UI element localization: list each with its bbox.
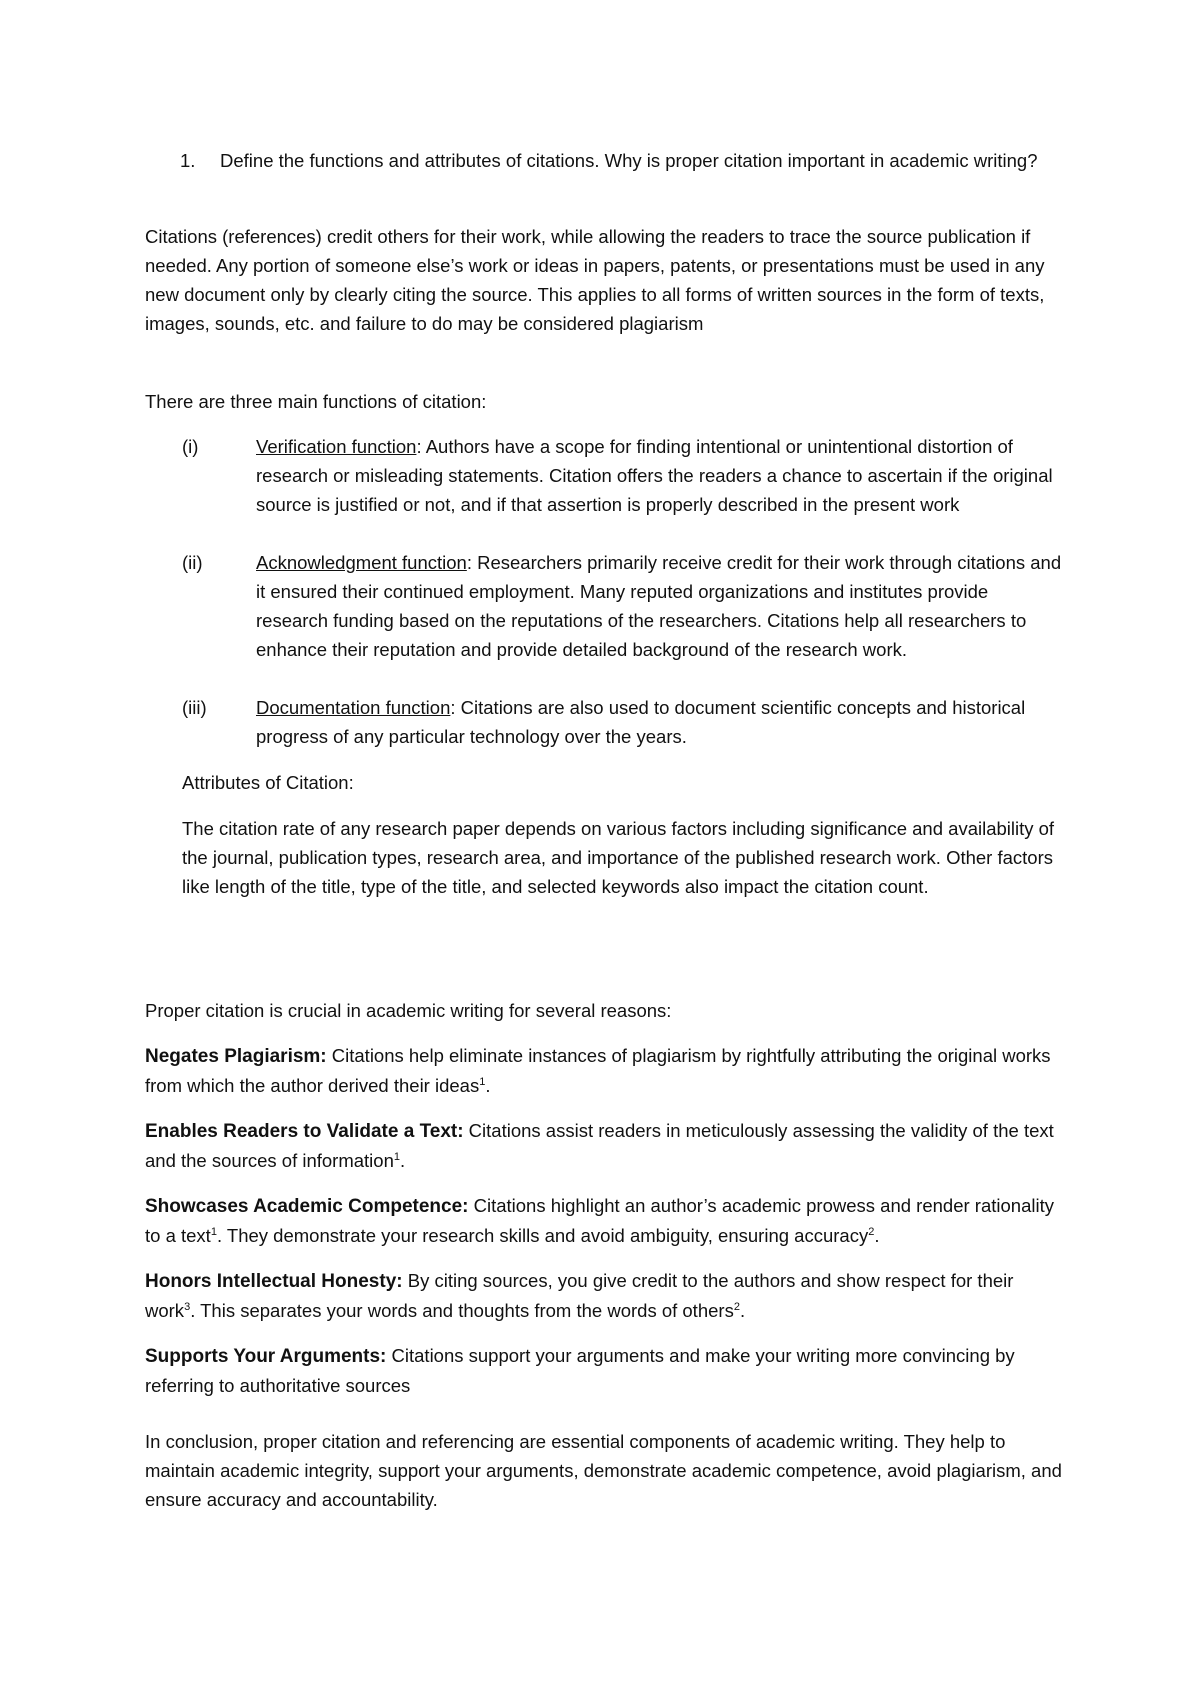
footnote-ref: 1: [210, 1225, 217, 1238]
reason-text: Citations highlight an author’s academic prowess and render rationality to a text: [145, 1195, 1054, 1246]
reason-heading: Negates Plagiarism:: [145, 1046, 327, 1067]
function-item: [182, 548, 1062, 664]
reason-item: [145, 1341, 1065, 1400]
function-item: [182, 693, 1062, 751]
footnote-ref: 2: [733, 1300, 740, 1313]
question-item: [182, 146, 1062, 175]
function-sep: :: [416, 436, 426, 457]
reason-text: Citations help eliminate instances of plagiarism by rightfully attributing the original works from which the author derived their ideas: [145, 1045, 1051, 1096]
attributes-paragraph: The citation rate of any research paper depends on various factors including significance and availability of the journal, publication types, research area, and importance of the published research work. Other factors like length of the title, type of the title, and selected keywords also impact the citation count.: [182, 818, 1055, 897]
reasons-intro: Proper citation is crucial in academic writing for several reasons:: [145, 1000, 672, 1021]
function-title: Documentation function: [256, 697, 451, 718]
reason-heading: Honors Intellectual Honesty:: [145, 1271, 403, 1292]
footnote-ref: 1: [479, 1075, 486, 1088]
function-numeral: (ii): [182, 552, 203, 573]
footnote-ref: 1: [393, 1150, 400, 1163]
reason-text: .: [739, 1300, 746, 1321]
functions-intro: There are three main functions of citation:: [145, 391, 487, 412]
reason-text: . This separates your words and thoughts from the words of others: [190, 1300, 734, 1321]
question-text: Define the functions and attributes of citations. Why is proper citation important in academic writing?: [220, 150, 1038, 171]
reason-heading: Showcases Academic Competence:: [145, 1196, 469, 1217]
reason-text: Citations assist readers in meticulously assessing the validity of the text and the sources of information: [145, 1120, 1054, 1171]
function-title: Verification function: [256, 436, 417, 457]
function-sep: :: [450, 697, 461, 718]
reason-text: Citations support your arguments and make your writing more convincing by referring to authoritative sources: [145, 1345, 1015, 1396]
reason-item: [145, 1191, 1065, 1250]
reason-text: .: [874, 1225, 880, 1246]
function-item: [182, 432, 1062, 519]
function-numeral: (iii): [182, 697, 207, 718]
conclusion-paragraph: In conclusion, proper citation and referencing are essential components of academic writing. They help to maintain academic integrity, support your arguments, demonstrate academic competence, avoid plagiarism, and ensure accuracy and accountability.: [145, 1431, 1062, 1510]
attributes-heading: Attributes of Citation:: [182, 772, 354, 793]
footnote-ref: 2: [868, 1225, 875, 1238]
reason-text: . They demonstrate your research skills and avoid ambiguity, ensuring accuracy: [216, 1225, 869, 1246]
reason-item: [145, 1266, 1065, 1325]
footnote-ref: 3: [184, 1300, 191, 1313]
function-text: Researchers primarily receive credit for their work through citations and it ensured their continued employment. Many reputed organizations and institutes provide research funding based on the reputations of the researchers. Citations help all researchers to enhance their reputation and provide detailed background of the research work.: [256, 552, 1062, 660]
question-number: 1.: [180, 150, 196, 171]
reason-heading: Supports Your Arguments:: [145, 1346, 387, 1367]
function-numeral: (i): [182, 436, 199, 457]
function-title: Acknowledgment function: [256, 552, 467, 573]
reason-item: [145, 1116, 1065, 1175]
reason-heading: Enables Readers to Validate a Text:: [145, 1121, 464, 1142]
reason-item: [145, 1041, 1065, 1100]
function-sep: :: [466, 552, 478, 573]
function-text: Authors have a scope for finding intentional or unintentional distortion of research or misleading statements. Citation offers the readers a chance to ascertain if the original source is justified or not, and if that assertion is properly described in the present work: [256, 436, 1053, 515]
function-text: Citations are also used to document scientific concepts and historical progress of any particular technology over the years.: [256, 697, 1026, 747]
intro-paragraph: Citations (references) credit others for their work, while allowing the readers to trace the source publication if needed. Any portion of someone else’s work or ideas in papers, patents, or presentations must be used in any new document only by clearly citing the source. This applies to all forms of written sources in the form of texts, images, sounds, etc. and failure to do may be considered plagiarism: [145, 226, 1045, 334]
reason-text: .: [485, 1075, 491, 1096]
reason-text: .: [400, 1150, 406, 1171]
reason-text: By citing sources, you give credit to the authors and show respect for their work: [145, 1270, 1014, 1321]
